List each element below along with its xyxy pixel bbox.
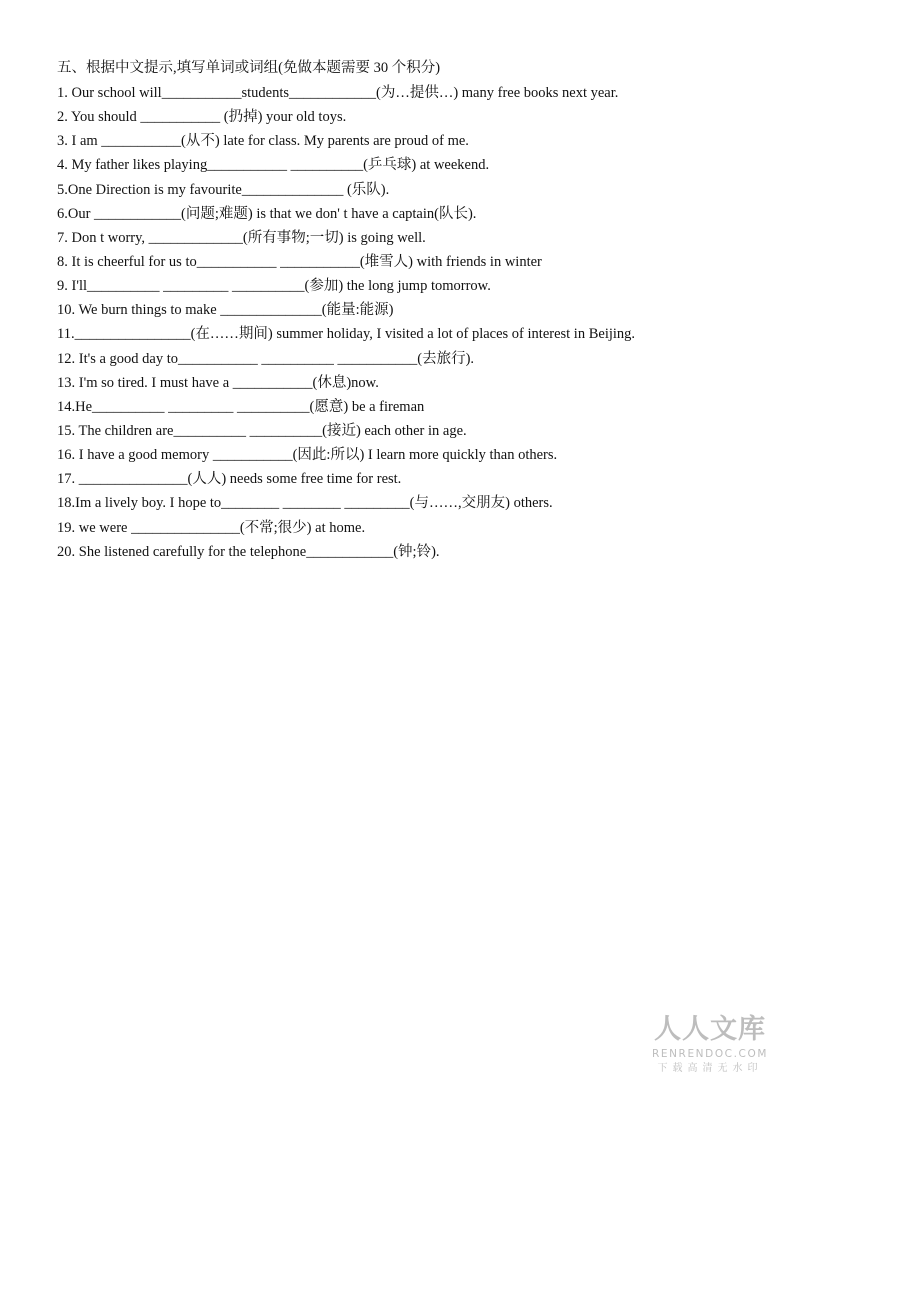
question-item: 19. we were _______________(不常;很少) at home.	[57, 519, 366, 536]
question-list	[57, 84, 897, 567]
question-item: 13. I'm so tired. I must have a ___________(休息)now.	[57, 374, 379, 391]
question-item: 4. My father likes playing___________ __________(乒乓球) at weekend.	[57, 157, 490, 174]
section-heading: 五、根据中文提示,填写单词或词组(免做本题需要 30 个积分)	[57, 60, 441, 76]
question-item: 12. It's a good day to___________ __________ ___________(去旅行).	[57, 350, 475, 367]
watermark-title: 人人文库	[654, 1014, 766, 1045]
question-item: 2. You should ___________ (扔掉) your old toys.	[57, 109, 347, 126]
question-item: 5.One Direction is my favourite______________ (乐队).	[57, 181, 390, 198]
question-item: 8. It is cheerful for us to___________ ___________(堆雪人) with friends in winter	[57, 253, 542, 270]
question-item: 16. I have a good memory ___________(因此:所以) I learn more quickly than others.	[57, 447, 558, 464]
question-item: 14.He__________ _________ __________(愿意) be a fireman	[57, 398, 425, 415]
question-item: 3. I am ___________(从不) late for class. My parents are proud of me.	[57, 133, 469, 150]
question-item: 18.Im a lively boy. I hope to________ ________ _________(与……,交朋友) others.	[57, 495, 553, 512]
question-item: 10. We burn things to make ______________(能量:能源)	[57, 302, 394, 319]
question-item: 20. She listened carefully for the telephone____________(钟;铃).	[57, 543, 440, 560]
watermark-subtitle: 下载高清无水印	[657, 1063, 763, 1074]
question-item: 11.________________(在……期间) summer holiday, I visited a lot of places of interest in Beijing.	[57, 326, 636, 343]
question-item: 15. The children are__________ __________(接近) each other in age.	[57, 422, 467, 439]
question-item: 1. Our school will___________students____________(为…提供…) many free books next year.	[57, 85, 619, 101]
question-item: 6.Our ____________(问题;难题) is that we don' t have a captain(队长).	[57, 205, 477, 222]
watermark-logo	[645, 1013, 775, 1077]
watermark-domain: RENRENDOC.COM	[651, 1048, 769, 1060]
question-item: 7. Don t worry, _____________(所有事物;一切) is going well.	[57, 229, 426, 246]
question-item: 9. I'll__________ _________ __________(参加) the long jump tomorrow.	[57, 278, 491, 295]
question-item: 17. _______________(人人) needs some free time for rest.	[57, 471, 402, 488]
